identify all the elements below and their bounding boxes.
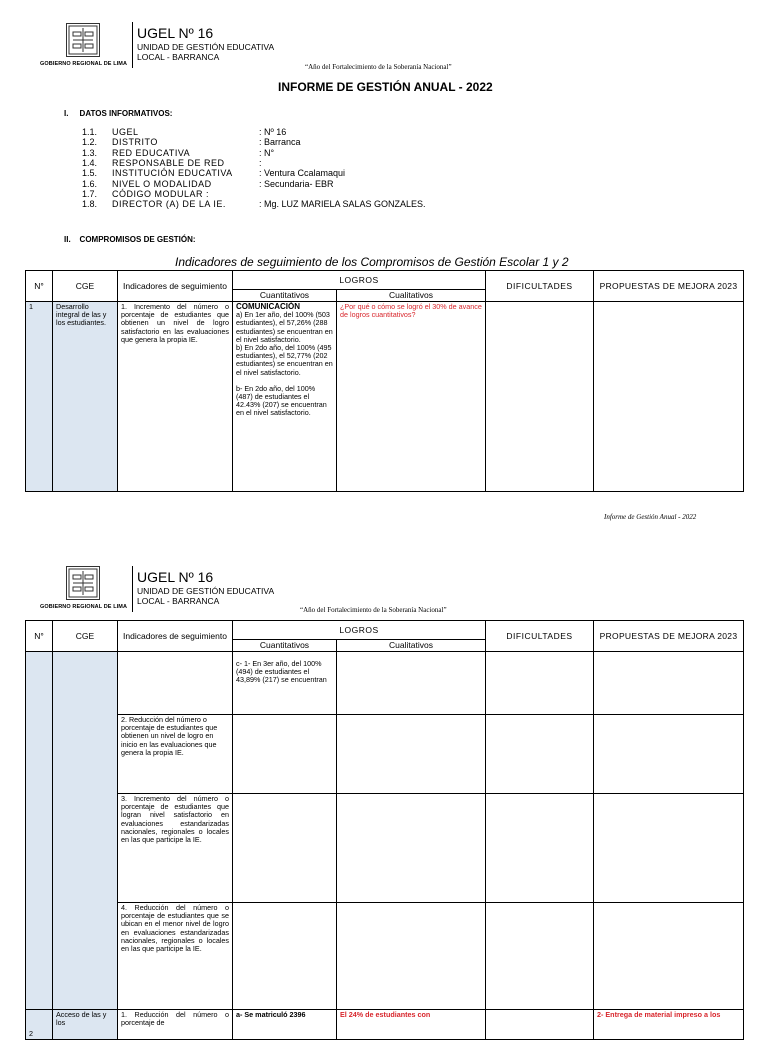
info-label: CÓDIGO MODULAR :: [112, 188, 210, 199]
indicator-cell-cont: [118, 652, 233, 715]
col-header-qual: Cualitativos: [337, 290, 486, 302]
section-1-title: I. DATOS INFORMATIVOS:: [64, 109, 173, 118]
regional-logo: [66, 23, 100, 57]
qualitative-cell: ¿Por qué o cómo se logró el 30% de avance de logros cuantitativos?: [337, 302, 486, 492]
col-header-quant: Cuantitativos: [233, 640, 337, 652]
info-row: [82, 200, 502, 209]
col-header-qual: Cualitativos: [337, 640, 486, 652]
info-row: [82, 180, 502, 189]
info-value: : Mg. LUZ MARIELA SALAS GONZALES.: [259, 199, 426, 210]
quantitative-cell-5: a- Se matriculó 2396: [233, 1010, 337, 1040]
row-number-2: [26, 1010, 53, 1040]
row-number-2-label: 2: [29, 1028, 33, 1038]
info-label: RED EDUCATIVA: [112, 147, 191, 158]
col-header-difficulties: DIFICULTADES: [486, 271, 594, 302]
col-header-proposals: PROPUESTAS DE MEJORA 2023: [594, 271, 744, 302]
col-header-difficulties: DIFICULTADES: [486, 621, 594, 652]
year-motto: “Año del Fortalecimiento de la Soberanía Nacional”: [305, 63, 452, 71]
col-header-logros: LOGROS: [233, 621, 486, 640]
gob-text-2: GOBIERNO REGIONAL DE LIMA: [40, 604, 128, 610]
indicator-cell-5: 1. Reducción del número o porcentaje de: [118, 1010, 233, 1040]
difficulties-cell: [486, 302, 594, 492]
info-row: [82, 190, 502, 199]
info-value: : Secundaria- EBR: [259, 178, 334, 189]
quantitative-cell-3: [233, 794, 337, 903]
quantitative-cell-4: [233, 903, 337, 1010]
header-divider: [132, 22, 133, 68]
cge-cell-2: Acceso de las y los: [53, 1010, 118, 1040]
info-value: : Ventura Ccalamaqui: [259, 168, 346, 179]
difficulties-cell-5: [486, 1010, 594, 1040]
quantitative-cell: [233, 302, 337, 492]
proposals-cell-cont: [594, 652, 744, 715]
proposals-cell-4: [594, 903, 744, 1010]
proposals-cell-3: [594, 794, 744, 903]
info-label: RESPONSABLE DE RED: [112, 157, 225, 168]
ugel-subtitle-1b: UNIDAD DE GESTIÓN EDUCATIVA: [137, 586, 275, 596]
info-label: DIRECTOR (A) DE LA IE.: [112, 199, 226, 210]
col-header-indicators: Indicadores de seguimiento: [118, 621, 233, 652]
qualitative-cell-4: [337, 903, 486, 1010]
table-caption: Indicadores de seguimiento de los Compromisos de Gestión Escolar 1 y 2: [175, 255, 569, 269]
info-num: 1.2.: [82, 137, 98, 148]
info-label: NIVEL O MODALIDAD: [112, 178, 212, 189]
qualitative-cell-3: [337, 794, 486, 903]
indicator-cell-2: 2. Reducción del número o porcentaje de estudiantes que obtienen un nivel de logro en inicio en las evaluaciones que genera la propia IE.: [118, 715, 233, 794]
difficulties-cell-3: [486, 794, 594, 903]
col-header-num: N°: [26, 621, 53, 652]
cge-cell-cont: [53, 652, 118, 1010]
quant-item-a: a) En 1er año, del 100% (503 estudiantes), el 57,26% (288 estudiantes) se encuentran en el nivel satisfactorio.: [236, 310, 333, 344]
commitments-table-1: [25, 270, 744, 492]
ugel-title-2: UGEL Nº 16: [137, 569, 214, 585]
proposals-cell-2: [594, 715, 744, 794]
col-header-quant: Cuantitativos: [233, 290, 337, 302]
report-title: INFORME DE GESTIÓN ANUAL - 2022: [278, 80, 493, 94]
difficulties-cell-cont: [486, 652, 594, 715]
info-row: [82, 169, 502, 178]
indicator-cell: 1. Incremento del número o porcentaje de estudiantes que obtienen un nivel de logro satisfactorio en las evaluaciones que genera la propia IE.: [118, 302, 233, 492]
info-row: [82, 159, 502, 168]
cge-cell: Desarrollo integral de las y los estudiantes.: [53, 302, 118, 492]
col-header-indicators: Indicadores de seguimiento: [118, 271, 233, 302]
difficulties-cell-4: [486, 903, 594, 1010]
info-num: 1.8.: [82, 199, 98, 210]
commitments-table-2: [25, 620, 744, 1040]
proposals-cell: [594, 302, 744, 492]
col-header-proposals: PROPUESTAS DE MEJORA 2023: [594, 621, 744, 652]
info-num: 1.7.: [82, 188, 98, 199]
info-num: 1.6.: [82, 178, 98, 189]
quantitative-cell-2: [233, 715, 337, 794]
info-row: [82, 149, 502, 158]
info-label: DISTRITO: [112, 137, 158, 148]
ugel-subtitle-2b: LOCAL - BARRANCA: [137, 596, 220, 606]
row-number: 1: [26, 302, 53, 492]
indicator-cell-3: 3. Incremento del número o porcentaje de estudiantes que logran nivel satisfactorio en evaluaciones estandarizadas nacionales, regionales o locales en las que participe la IE.: [118, 794, 233, 903]
info-value: : N°: [259, 147, 275, 158]
quantitative-cell-cont: c- 1- En 3er año, del 100% (494) de estudiantes el 43,89% (217) se encuentran: [233, 652, 337, 715]
proposals-cell-5: 2- Entrega de material impreso a los: [594, 1010, 744, 1040]
info-num: 1.3.: [82, 147, 98, 158]
info-label: UGEL: [112, 127, 139, 137]
info-label: INSTITUCIÓN EDUCATIVA: [112, 168, 233, 179]
section-2-title: II. COMPROMISOS DE GESTIÓN:: [64, 235, 196, 244]
regional-logo-2: [66, 566, 100, 600]
regional-seal-icon: [67, 567, 99, 599]
header-divider-2: [132, 566, 133, 612]
quant-item-b2: b- En 2do año, del 100% (487) de estudiantes el 42.43% (207) se encuentran en el nivel satisfactorio.: [236, 383, 327, 418]
col-header-num: N°: [26, 271, 53, 302]
info-row: [82, 138, 502, 147]
footer-note: Informe de Gestión Anual - 2022: [604, 513, 697, 521]
info-num: 1.5.: [82, 168, 98, 179]
year-motto-2: “Año del Fortalecimiento de la Soberanía Nacional”: [300, 606, 447, 614]
quant-heading: COMUNICACIÓN: [236, 302, 300, 311]
qualitative-cell-2: [337, 715, 486, 794]
qualitative-cell-cont: [337, 652, 486, 715]
difficulties-cell-2: [486, 715, 594, 794]
gob-text: GOBIERNO REGIONAL DE LIMA: [40, 61, 128, 67]
col-header-cge: CGE: [53, 621, 118, 652]
info-value: : Nº 16: [259, 127, 287, 137]
col-header-cge: CGE: [53, 271, 118, 302]
ugel-title: UGEL Nº 16: [137, 25, 214, 41]
quant-item-b: b) En 2do año, del 100% (495 estudiantes), el 52,77% (202 estudiantes) se encuentran en el nivel satisfactorio.: [236, 343, 333, 377]
indicator-cell-4: 4. Reducción del número o porcentaje de estudiantes que se ubican en el menor nivel de logro en evaluaciones estandarizadas nacionales, regionales o locales en las que participe la IE.: [118, 903, 233, 1010]
info-value: :: [259, 157, 262, 168]
ugel-subtitle-2: LOCAL - BARRANCA: [137, 52, 220, 62]
info-num: 1.1.: [82, 127, 98, 137]
info-row: [82, 128, 502, 137]
ugel-subtitle-1: UNIDAD DE GESTIÓN EDUCATIVA: [137, 42, 275, 52]
info-num: 1.4.: [82, 157, 98, 168]
info-value: : Barranca: [259, 137, 301, 148]
qualitative-cell-5: El 24% de estudiantes con: [337, 1010, 486, 1040]
col-header-logros: LOGROS: [233, 271, 486, 290]
row-number-cont: [26, 652, 53, 1010]
regional-seal-icon: [67, 24, 99, 56]
